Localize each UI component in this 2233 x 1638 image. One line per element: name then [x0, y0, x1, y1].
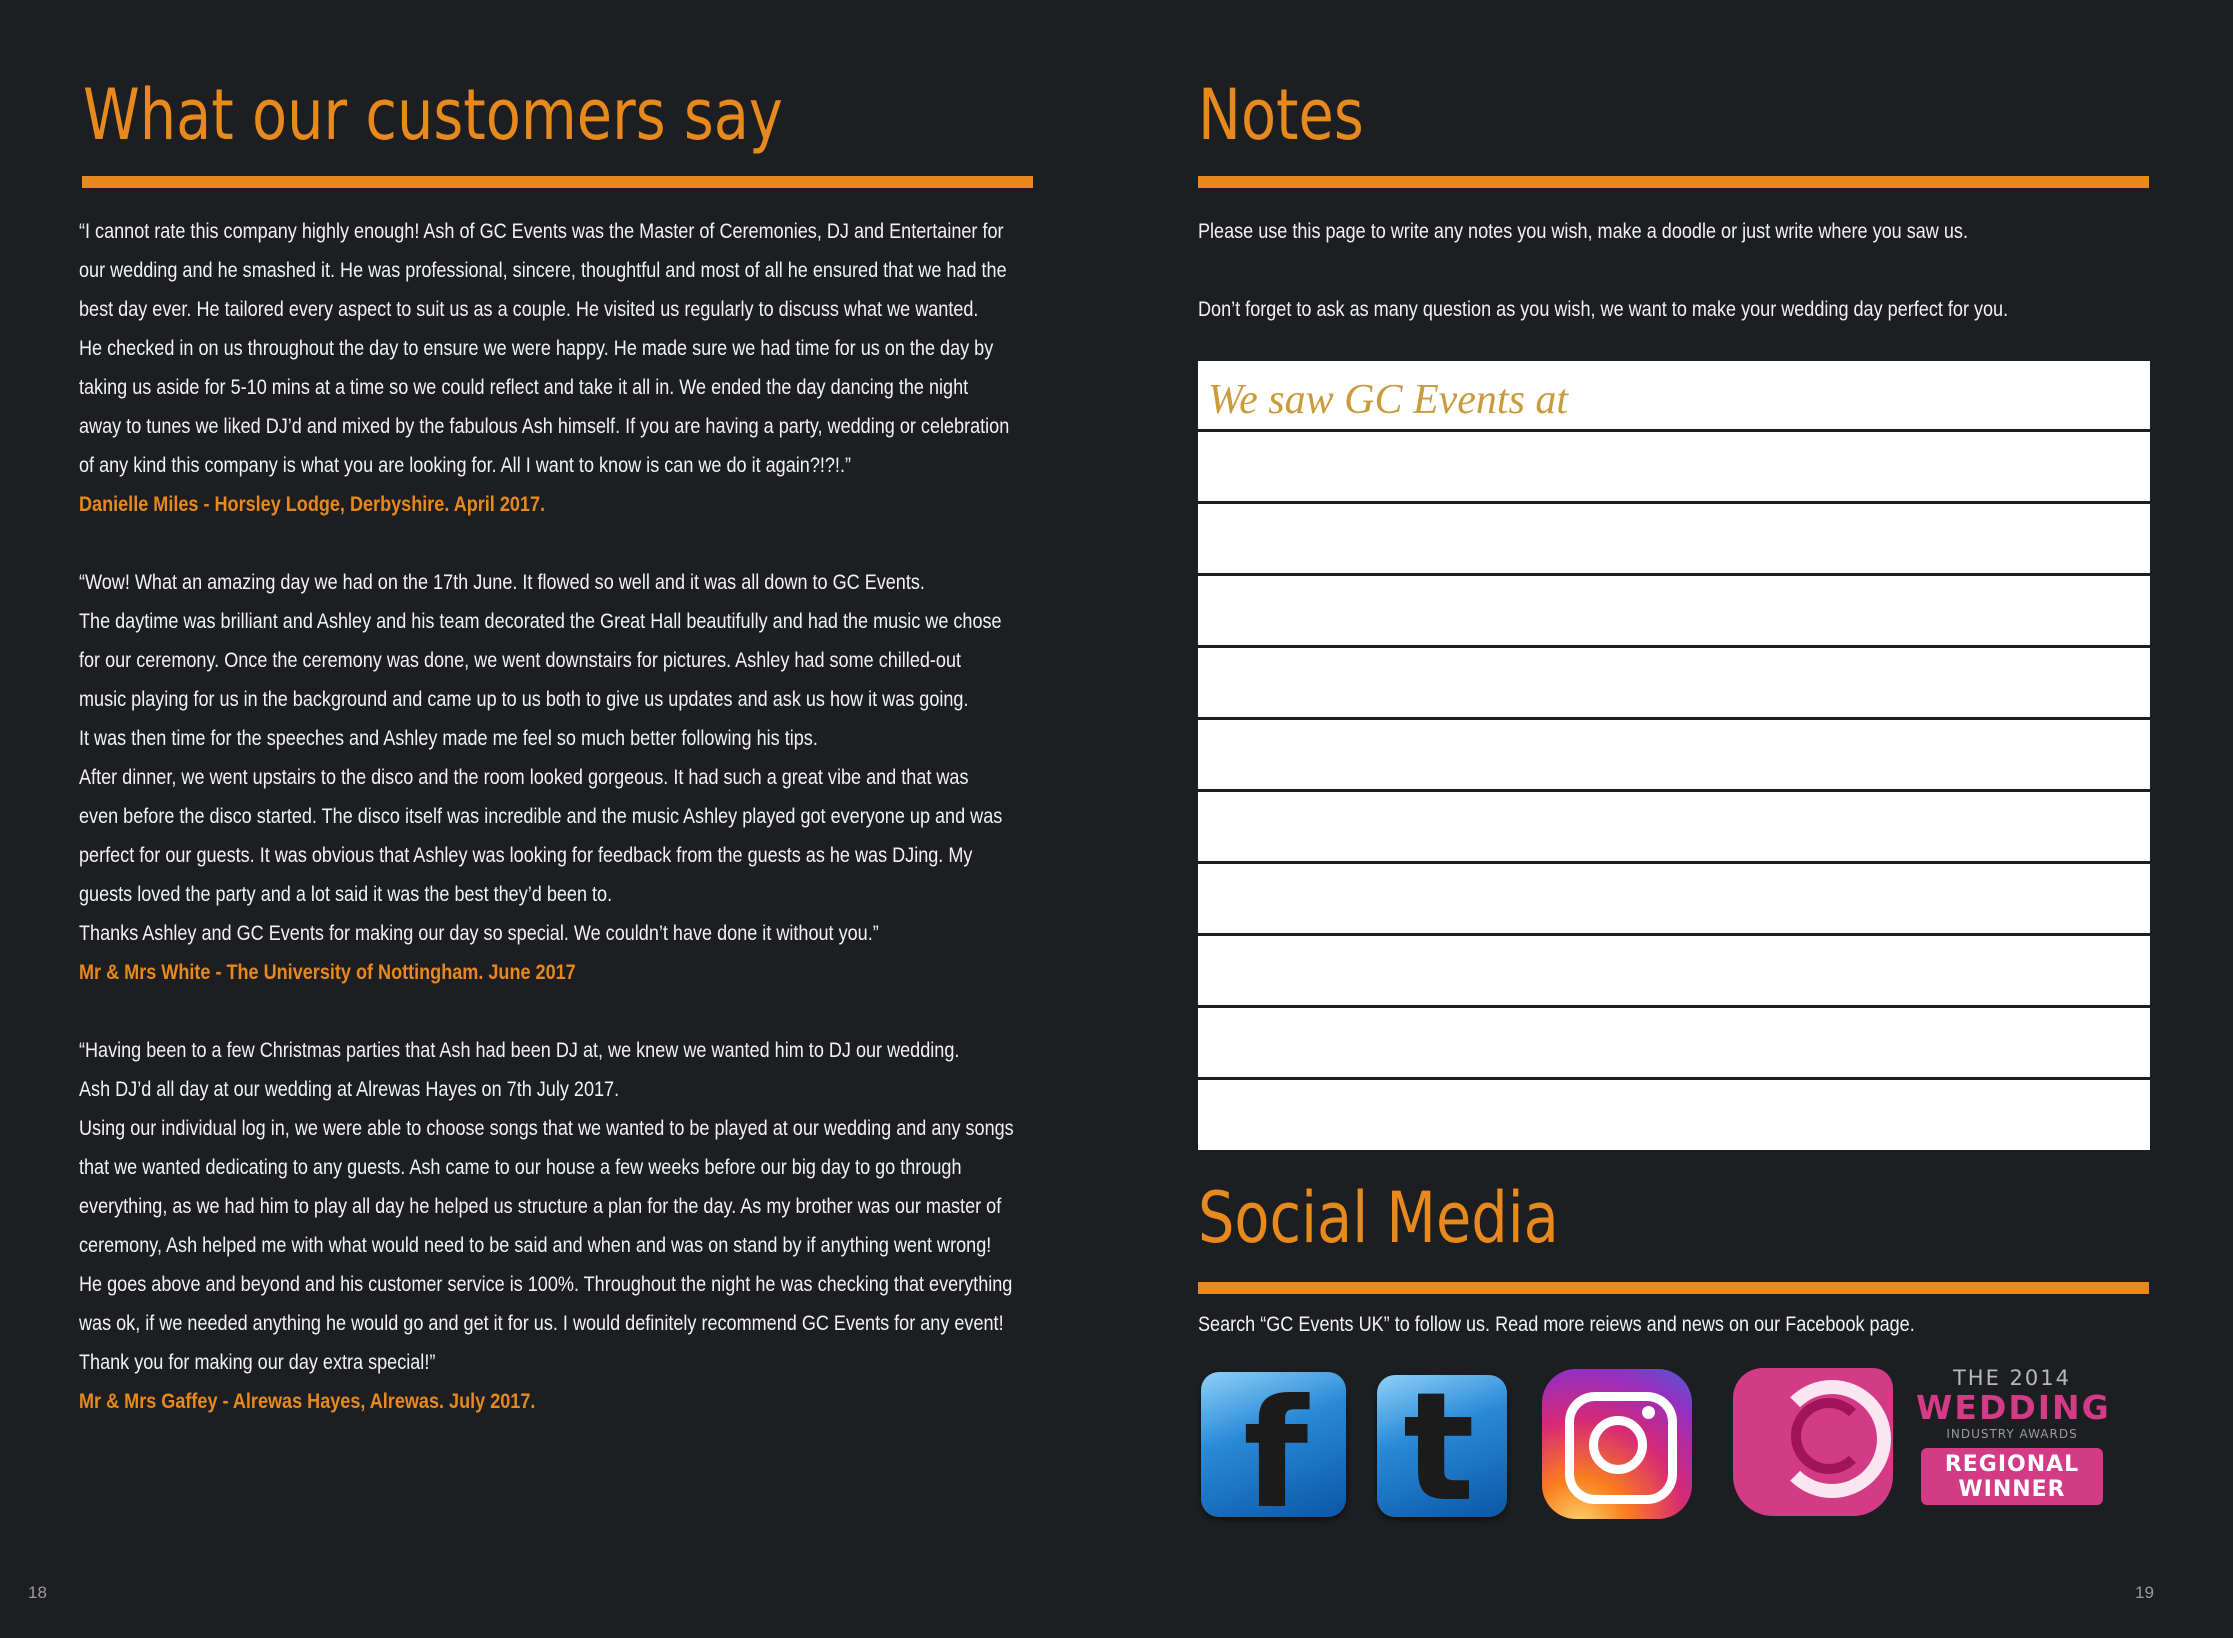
testimonial-line: “Having been to a few Christmas parties that Ash had been DJ at, we knew we wanted him to DJ our wedding. [79, 1039, 960, 1062]
testimonials-section [79, 212, 1038, 1421]
testimonial-line: guests loved the party and a lot said it was the best they’d been to. [79, 883, 613, 906]
social-media-text [1198, 1305, 2157, 1344]
testimonial-line: for our ceremony. Once the ceremony was done, we went downstairs for pictures. Ashley had some chilled-out [79, 649, 962, 672]
testimonial-signature: Danielle Miles - Horsley Lodge, Derbyshire. April 2017. [79, 493, 546, 516]
testimonial [79, 212, 1038, 524]
notes-intro-line: Don’t forget to ask as many question as you wish, we want to make your wedding day perfect for you. [1198, 298, 2009, 321]
testimonial-line: After dinner, we went upstairs to the disco and the room looked gorgeous. It had such a great vibe and that was [79, 766, 969, 789]
twitter-icon[interactable]: t [1377, 1375, 1507, 1517]
testimonial-line: best day ever. He tailored every aspect to suit us as a couple. He visited us regularly to discuss what we wanted. [79, 298, 979, 321]
note-line [1198, 789, 2150, 792]
heading-underline [1198, 176, 2149, 188]
testimonial-line: “I cannot rate this company highly enough! Ash of GC Events was the Master of Ceremonies, DJ and Entertainer for [79, 220, 1004, 243]
badge-line: REGIONAL [1944, 1452, 2080, 1477]
page-number: 18 [28, 1583, 47, 1602]
testimonial-line: It was then time for the speeches and Ashley made me feel so much better following his tips. [79, 727, 818, 750]
testimonial-line: away to tunes we liked DJ’d and mixed by the fabulous Ash himself. If you are having a party, wedding or celebration [79, 415, 1010, 438]
regional-winner-badge [1921, 1448, 2103, 1505]
testimonial-line: even before the disco started. The disco itself was incredible and the music Ashley played got everyone up and was [79, 805, 1003, 828]
note-line [1198, 861, 2150, 864]
award-year: THE 2014 [1952, 1366, 2071, 1390]
testimonial-line: everything, as we had him to play all day he helped us structure a plan for the day. As my brother was our master of [79, 1195, 1002, 1218]
note-line [1198, 1005, 2150, 1008]
testimonial-line: was ok, if we needed anything he would go and get it for us. I would definitely recommend GC Events for any event! [79, 1312, 1004, 1335]
social-media-line: Search “GC Events UK” to follow us. Read more reiews and news on our Facebook page. [1198, 1313, 1915, 1336]
testimonial-line: perfect for our guests. It was obvious that Ashley was looking for feedback from the guests as he was DJing. My [79, 844, 973, 867]
testimonial-line: Thanks Ashley and GC Events for making our day so special. We couldn’t have done it without you.” [79, 922, 879, 945]
testimonial-line: taking us aside for 5-10 mins at a time so we could reflect and take it all in. We ended the day dancing the night [79, 376, 969, 399]
badge-line: WINNER [1958, 1477, 2066, 1502]
heading-underline [1198, 1282, 2149, 1294]
page-number: 19 [2135, 1583, 2154, 1602]
testimonial [79, 1031, 1038, 1421]
note-line [1198, 933, 2150, 936]
notes-intro [1198, 212, 2157, 329]
heading-underline [82, 176, 1033, 188]
note-line [1198, 573, 2150, 576]
social-media-title: Social Media [1198, 1177, 1559, 1259]
testimonial [79, 563, 1038, 992]
testimonial-line: our wedding and he smashed it. He was professional, sincere, thoughtful and most of all he ensured that we had the [79, 259, 1007, 282]
notes-title: Notes [1198, 74, 1364, 156]
note-line [1198, 429, 2150, 432]
testimonial-line: “Wow! What an amazing day we had on the 17th June. It flowed so well and it was all down to GC Events. [79, 571, 925, 594]
testimonial-line: The daytime was brilliant and Ashley and his team decorated the Great Hall beautifully and had the music we chose [79, 610, 1002, 633]
testimonial-line: Using our individual log in, we were able to choose songs that we wanted to be played at our wedding and any songs [79, 1117, 1014, 1140]
testimonial-line: that we wanted dedicating to any guests. Ash came to our house a few weeks before our big day to go through [79, 1156, 962, 1179]
testimonial-line: He checked in on us throughout the day to ensure we were happy. He made sure we had time for us on the day by [79, 337, 994, 360]
instagram-icon[interactable] [1542, 1369, 1692, 1519]
award-subtitle: INDUSTRY AWARDS [1946, 1427, 2078, 1441]
note-line [1198, 1077, 2150, 1080]
testimonial-signature: Mr & Mrs Gaffey - Alrewas Hayes, Alrewas. July 2017. [79, 1390, 536, 1413]
note-line [1198, 645, 2150, 648]
notes-intro-line: Please use this page to write any notes you wish, make a doodle or just write where you saw us. [1198, 220, 1968, 243]
testimonial-line: ceremony, Ash helped me with what would need to be said and when and was on stand by if anything went wrong! [79, 1234, 992, 1257]
testimonial-line: Ash DJ’d all day at our wedding at Alrewas Hayes on 7th July 2017. [79, 1078, 620, 1101]
testimonial-line: music playing for us in the background and came up to us both to give us updates and ask us how it was going. [79, 688, 969, 711]
notes-writing-area[interactable] [1198, 361, 2150, 1150]
note-line [1198, 717, 2150, 720]
award-title: WEDDING [1916, 1388, 2111, 1427]
award-badge [1916, 1366, 2111, 1505]
facebook-icon[interactable]: f [1201, 1372, 1346, 1517]
testimonial-signature: Mr & Mrs White - The University of Nottingham. June 2017 [79, 961, 576, 984]
note-line [1198, 501, 2150, 504]
wedding-awards-logo-icon [1733, 1368, 1893, 1516]
testimonial-line: of any kind this company is what you are looking for. All I want to know is can we do it again?!?!.” [79, 454, 851, 477]
testimonial-line: He goes above and beyond and his customer service is 100%. Throughout the night he was checking that everything [79, 1273, 1013, 1296]
testimonial-line: Thank you for making our day extra special!” [79, 1351, 436, 1374]
notes-box-label: We saw GC Events at [1208, 377, 1569, 423]
page-title-testimonials: What our customers say [83, 74, 783, 156]
